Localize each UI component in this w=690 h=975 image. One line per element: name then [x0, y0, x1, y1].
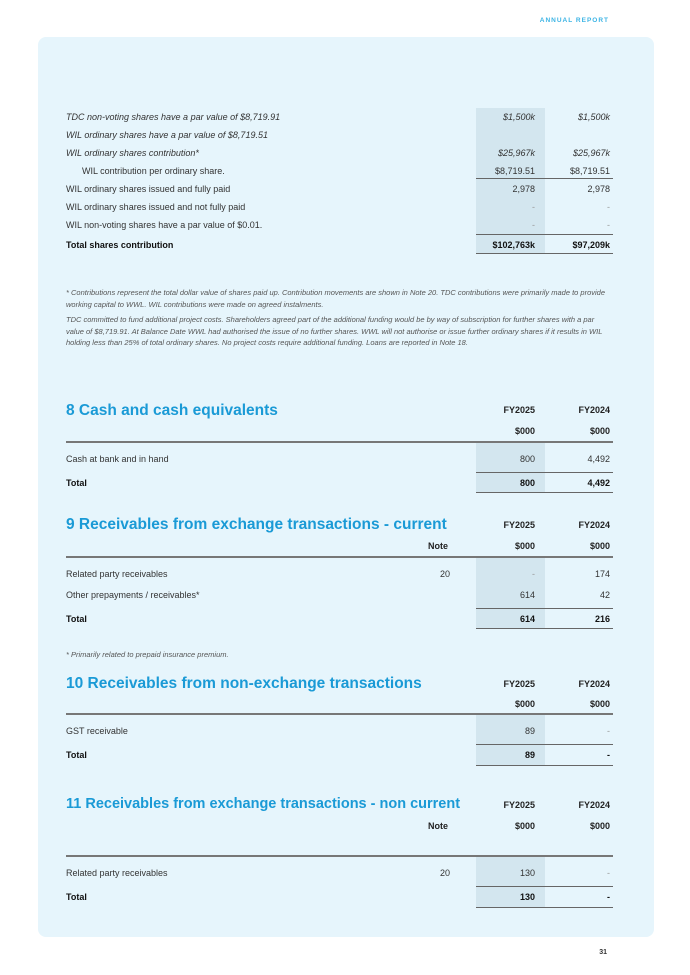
total-top-rule [476, 472, 613, 473]
row-label: WIL non-voting shares have a par value of $0.01. [66, 220, 263, 230]
fy2025-value: 2,978 [512, 184, 535, 194]
fy2024-total: 216 [594, 614, 610, 624]
report-header-label: ANNUAL REPORT [539, 17, 609, 24]
total-label: Total [66, 750, 87, 760]
note-ref: 20 [439, 868, 450, 878]
fy2025-value: 130 [519, 868, 535, 878]
row-label: Cash at bank and in hand [66, 454, 169, 464]
fy2024-value: $1,500k [577, 112, 610, 122]
total-row [66, 746, 613, 764]
fy2024-total: - [607, 750, 610, 760]
table-row [66, 180, 613, 198]
total-label: Total shares contribution [66, 240, 174, 250]
fy2025-value: $25,967k [497, 148, 535, 158]
row-label: Related party receivables [66, 569, 168, 579]
total-row [66, 610, 613, 628]
total-top-rule [476, 886, 613, 887]
fy2025-unit: $000 [514, 699, 535, 709]
fy2024-header: FY2024 [578, 679, 610, 689]
row-label: WIL ordinary shares issued and fully paid [66, 184, 231, 194]
fy2025-total: 89 [524, 750, 535, 760]
fy2025-total: 800 [519, 478, 535, 488]
fy2025-total: $102,763k [492, 240, 535, 250]
fy2024-value: - [607, 726, 610, 736]
fy2025-header: FY2025 [503, 679, 535, 689]
fy2024-unit: $000 [589, 821, 610, 831]
total-label: Total [66, 892, 87, 902]
fy2025-value: 614 [519, 590, 535, 600]
fy2024-unit: $000 [589, 699, 610, 709]
total-row [66, 888, 613, 906]
fy2025-value: 89 [524, 726, 535, 736]
fy2025-value: - [532, 202, 535, 212]
total-bottom-rule [476, 492, 613, 493]
fy2025-value: $1,500k [502, 112, 535, 122]
fy2025-unit: $000 [514, 541, 535, 551]
total-top-rule [476, 608, 613, 609]
section-9-footnote: * Primarily related to prepaid insurance premium. [66, 650, 229, 659]
receivables-non-current-table [66, 864, 613, 906]
fy2024-value: - [607, 202, 610, 212]
fy2024-total: - [607, 892, 610, 902]
receivables-non-exchange-table [66, 722, 613, 764]
total-row [66, 474, 613, 492]
note-header: Note [428, 541, 448, 551]
fy2025-value: - [532, 220, 535, 230]
total-label: Total [66, 614, 87, 624]
table-row [66, 198, 613, 216]
table-row [66, 108, 613, 126]
total-bottom-rule [476, 628, 613, 629]
table-row [66, 216, 613, 234]
table-row [66, 144, 613, 162]
total-top-rule [476, 744, 613, 745]
fy2024-unit: $000 [589, 541, 610, 551]
fy2025-unit: $000 [514, 426, 535, 436]
fy2024-value: 4,492 [587, 454, 610, 464]
table-row [66, 126, 613, 144]
fy2024-value: 2,978 [587, 184, 610, 194]
row-label: TDC non-voting shares have a par value of $8,719.91 [66, 112, 281, 122]
fy2025-total: 614 [519, 614, 535, 624]
fy2024-header: FY2024 [578, 520, 610, 530]
note-ref: 20 [439, 569, 450, 579]
fy2025-value: 800 [519, 454, 535, 464]
fy2024-unit: $000 [589, 426, 610, 436]
table-row [66, 450, 613, 468]
fy2025-header: FY2025 [503, 800, 535, 810]
fy2024-value: 174 [594, 569, 610, 579]
page-number: 31 [599, 949, 607, 956]
note-header: Note [428, 821, 448, 831]
fy2024-value: - [607, 868, 610, 878]
row-label: WIL ordinary shares issued and not fully paid [66, 202, 246, 212]
receivables-current-table [66, 564, 613, 628]
total-bottom-rule [476, 907, 613, 908]
shares-footnote-2: TDC committed to fund additional project costs. Shareholders agreed part of the additional funding would be by way of subscription for further shares with a par value of $8,719.91. At Balance Date WWL had authorised the issue of no further shares. WWL will not authorise or issue further ordinary shares if it results in WIL holding less than 25% of total ordinary shares. No project costs require additional funding. Loans are reported in Note 18. [66, 315, 603, 347]
fy2024-value: $25,967k [572, 148, 610, 158]
table-row [66, 585, 613, 606]
table-row [66, 864, 613, 882]
fy2025-value: - [532, 569, 535, 579]
fy2024-header: FY2024 [578, 800, 610, 810]
total-top-rule [476, 234, 613, 235]
section-10-title: 10 Receivables from non-exchange transactions [66, 675, 422, 692]
row-label: Other prepayments / receivables* [66, 590, 200, 600]
row-label: WIL ordinary shares contribution* [66, 148, 199, 158]
section-11-title: 11 Receivables from exchange transactions - non current [66, 796, 461, 812]
shares-footnote-1: * Contributions represent the total dollar value of shares paid up. Contribution movements are shown in Note 20. TDC contributions were primarily made to provide working capital to WWL. WIL contributions were made on agreed instalments. [66, 288, 606, 309]
row-label: WIL ordinary shares have a par value of $8,719.51 [66, 130, 268, 140]
fy2024-value: 42 [599, 590, 610, 600]
total-bottom-rule [476, 253, 613, 254]
row-label: Related party receivables [66, 868, 168, 878]
fy2025-value: $8,719.51 [494, 166, 535, 176]
total-label: Total [66, 478, 87, 488]
fy2025-unit: $000 [514, 821, 535, 831]
fy2024-total: 4,492 [587, 478, 610, 488]
fy2025-header: FY2025 [503, 405, 535, 415]
fy2024-value: $8,719.51 [569, 166, 610, 176]
section-9-title: 9 Receivables from exchange transactions - current [66, 516, 447, 533]
fy2024-header: FY2024 [578, 405, 610, 415]
fy2024-value: - [607, 220, 610, 230]
row-label: GST receivable [66, 726, 128, 736]
fy2025-total: 130 [519, 892, 535, 902]
cash-table [66, 450, 613, 492]
table-row [66, 722, 613, 740]
fy2025-header: FY2025 [503, 520, 535, 530]
subtotal-underline [476, 178, 613, 179]
fy2024-total: $97,209k [572, 240, 610, 250]
section-8-title: 8 Cash and cash equivalents [66, 402, 278, 419]
row-label: WIL contribution per ordinary share. [82, 166, 225, 176]
total-bottom-rule [476, 765, 613, 766]
table-row [66, 564, 613, 585]
